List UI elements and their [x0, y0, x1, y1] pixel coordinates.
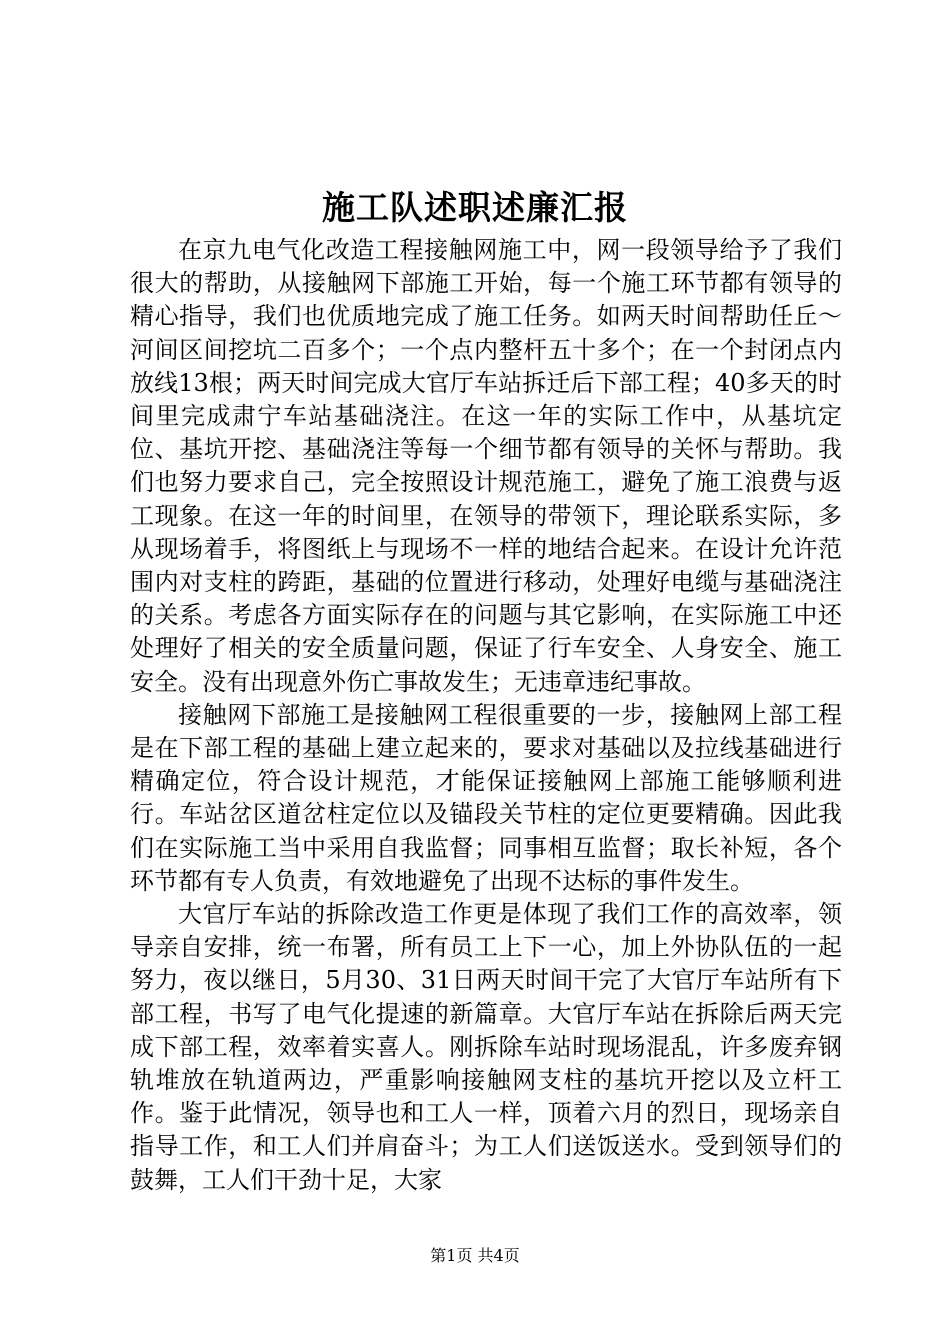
- document-body: [130, 234, 842, 1197]
- paragraph-3: 大官厅车站的拆除改造工作更是体现了我们工作的高效率，领导亲自安排，统一布署，所有员工上下一心，加上外协队伍的一起努力，夜以继日，5月30、31日两天时间干完了大官厅车站所有下部工程，书写了电气化提速的新篇章。大官厅车站在拆除后两天完成下部工程，效率着实喜人。刚拆除车站时现场混乱，许多废弃钢轨堆放在轨道两边，严重影响接触网支柱的基坑开挖以及立杆工作。鉴于此情况，领导也和工人一样，顶着六月的烈日，现场亲自指导工作，和工人们并肩奋斗；为工人们送饭送水。受到领导们的鼓舞，工人们干劲十足，大家: [130, 900, 842, 1194]
- document-title: 施工队述职述廉汇报: [322, 188, 628, 227]
- page-footer: 第1页 共4页: [430, 1246, 520, 1265]
- paragraph-1: 在京九电气化改造工程接触网施工中，网一段领导给予了我们很大的帮助，从接触网下部施工开始，每一个施工环节都有领导的精心指导，我们也优质地完成了施工任务。如两天时间帮助任丘～河间区间挖坑二百多个；一个点内整杆五十多个；在一个封闭点内放线13根；两天时间完成大官厅车站拆迁后下部工程；40多天的时间里完成肃宁车站基础浇注。在这一年的实际工作中，从基坑定位、基坑开挖、基础浇注等每一个细节都有领导的关怀与帮助。我们也努力要求自己，完全按照设计规范施工，避免了施工浪费与返工现象。在这一年的时间里，在领导的带领下，理论联系实际，多从现场着手，将图纸上与现场不一样的地结合起来。在设计允许范围内对支柱的跨距，基础的位置进行移动，处理好电缆与基础浇注的关系。考虑各方面实际存在的问题与其它影响，在实际施工中还处理好了相关的安全质量问题，保证了行车安全、人身安全、施工安全。没有出现意外伤亡事故发生；无违章违纪事故。: [130, 236, 842, 696]
- paragraph-2: 接触网下部施工是接触网工程很重要的一步，接触网上部工程是在下部工程的基础上建立起来的，要求对基础以及拉线基础进行精确定位，符合设计规范，才能保证接触网上部施工能够顺利进行。车站岔区道岔柱定位以及锚段关节柱的定位更要精确。因此我们在实际施工当中采用自我监督；同事相互监督；取长补短，各个环节都有专人负责，有效地避免了出现不达标的事件发生。: [130, 700, 842, 895]
